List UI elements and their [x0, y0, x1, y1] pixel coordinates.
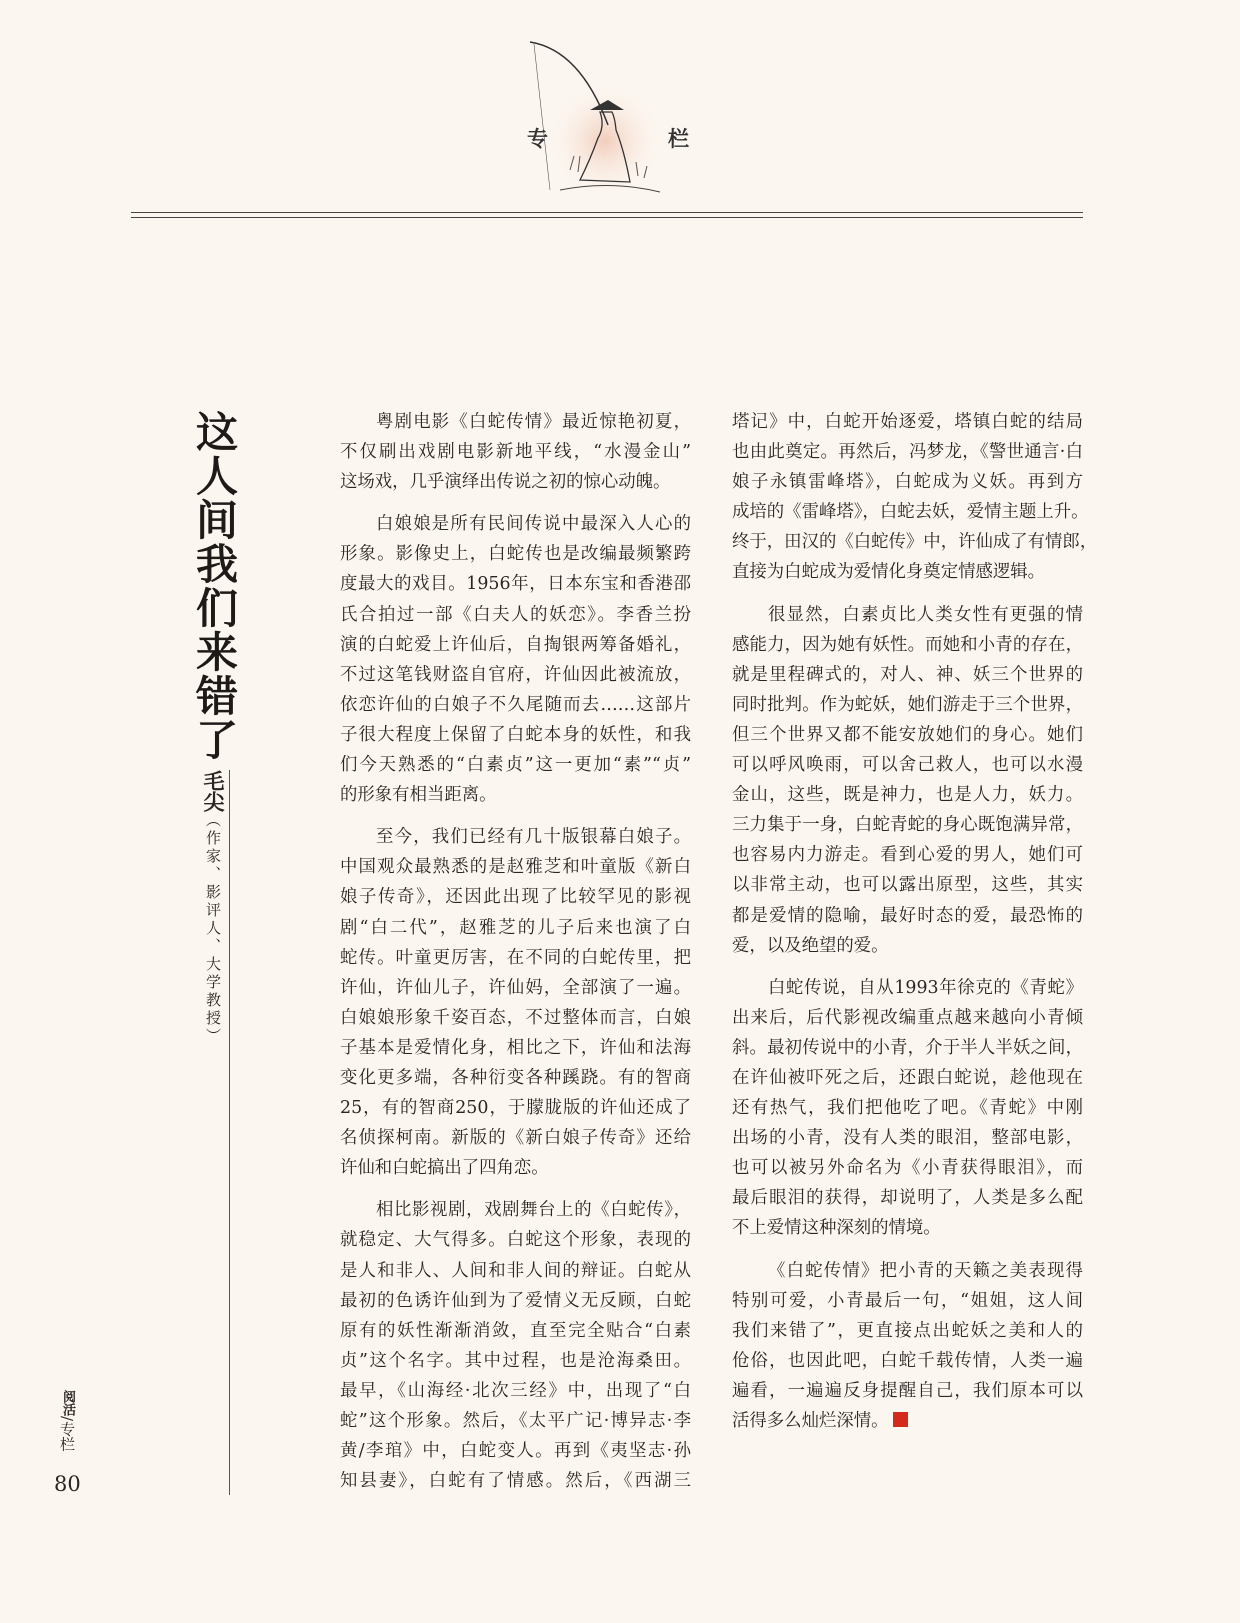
paragraph [732, 407, 1098, 588]
text-line: 白娘娘形象千姿百态，不过整体而言，白娘 [340, 1007, 691, 1028]
text-line: 也容易内力游走。看到心爱的男人，她们可 [732, 845, 1083, 866]
text-line: 演的白蛇爱上许仙后，自掏银两筹备婚礼， [340, 634, 691, 655]
text-line: 遍看，一遍遍反身提醒自己，我们原本可以 [732, 1380, 1083, 1401]
text-line: 氏合拍过一部《白夫人的妖恋》。李香兰扮 [340, 604, 691, 625]
text-line: 最后眼泪的获得，却说明了，人类是多么配 [732, 1188, 1083, 1209]
section-name: 专栏 [58, 1421, 76, 1452]
text-line: 也可以被另外命名为《小青获得眼泪》，而 [732, 1158, 1083, 1179]
paragraph [732, 600, 1083, 961]
text-line: 出来后，后代影视改编重点越来越向小青倾 [732, 1007, 1083, 1028]
paragraph [340, 407, 691, 497]
page-number: 80 [54, 1472, 81, 1496]
text-line: 在许仙被吓死之后，还跟白蛇说，趁他现在 [732, 1067, 1083, 1088]
text-line: 子很大程度上保留了白蛇本身的妖性，和我 [340, 724, 691, 745]
text-line: 很显然，白素贞比人类女性有更强的情 [768, 604, 1083, 625]
text-line: 终于，田汉的《白蛇传》中，许仙成了有情郎， [732, 532, 1098, 553]
text-line: 娘子永镇雷峰塔》，白蛇成为义妖。再到方 [732, 472, 1083, 493]
column-label-right: 栏 [668, 126, 689, 151]
text-line: 黄/李琯》中，白蛇变人。再到《夷坚志·孙 [340, 1441, 691, 1462]
text-line: 斜。最初传说中的小青，介于半人半妖之间， [732, 1037, 1083, 1058]
text-line: 也由此奠定。再然后，冯梦龙，《警世通言·白 [732, 442, 1083, 463]
text-line: 白蛇传说，自从1993年徐克的《青蛇》 [768, 977, 1083, 998]
text-line: 爱，以及绝望的爱。 [732, 935, 889, 956]
text-line: 都是爱情的隐喻，最好时态的爱，最恐怖的 [732, 905, 1083, 926]
text-line: 这场戏，几乎演绎出传说之初的惊心动魄。 [340, 472, 671, 493]
paragraph [340, 1195, 691, 1496]
paragraph [340, 509, 691, 810]
text-line: 活得多么灿烂深情。 [732, 1406, 1083, 1436]
text-line: 出场的小青，没有人类的眼泪，整部电影， [732, 1128, 1083, 1149]
text-line: 子基本是爱情化身，相比之下，许仙和法海 [340, 1037, 691, 1058]
text-line: 中国观众最熟悉的是赵雅芝和叶童版《新白 [340, 857, 691, 878]
article-title: 这人间我们来错了 [190, 410, 239, 762]
footer-section-tag [57, 1390, 78, 1451]
header-rule-bottom [131, 217, 1083, 218]
footer-separator: / [58, 1416, 76, 1422]
column-label-left: 专 [527, 126, 548, 151]
text-line: 最早，《山海经·北次三经》中，出现了“白 [340, 1380, 691, 1401]
text-line: 原有的妖性渐渐消敛，直至完全贴合“白素 [340, 1320, 691, 1341]
text-line: 就是里程碑式的，对人、神、妖三个世界的 [732, 664, 1083, 685]
text-line: 同时批判。作为蛇妖，她们游走于三个世界， [732, 694, 1083, 715]
text-column-left [340, 407, 691, 1508]
text-line: 贞”这个名字。其中过程，也是沧海桑田。 [340, 1350, 691, 1371]
text-line: 蛇传。叶童更厉害，在不同的白蛇传里，把 [340, 947, 691, 968]
text-line: 就稳定、大气得多。白蛇这个形象，表现的 [340, 1230, 691, 1251]
text-line: 许仙，许仙儿子，许仙妈，全部演了一遍。 [340, 977, 691, 998]
text-line: 最初的色诱许仙到为了爱情义无反顾，白蛇 [340, 1290, 691, 1311]
text-line: 三力集于一身，白蛇青蛇的身心既饱满异常， [732, 815, 1083, 836]
author-note: （作家、影评人、大学教授） [204, 812, 222, 1046]
text-line: 《白蛇传情》把小青的天籁之美表现得 [768, 1260, 1083, 1281]
paragraph [732, 1256, 1083, 1437]
text-line: 们今天熟悉的“白素贞”这一更加“素”“贞” [340, 755, 691, 776]
text-line: 许仙和白蛇搞出了四角恋。 [340, 1158, 549, 1179]
text-line: 变化更多端，各种衍变各种蹊跷。有的智商 [340, 1067, 691, 1088]
paragraph [732, 973, 1083, 1244]
fisherman-illustration [520, 30, 700, 205]
end-mark-icon [893, 1412, 908, 1427]
text-line: 至今，我们已经有几十版银幕白娘子。 [376, 827, 691, 848]
text-column-right [732, 407, 1098, 1448]
header-rule-top [131, 212, 1083, 213]
byline [198, 770, 228, 1046]
paragraph [340, 822, 691, 1183]
text-line: 25，有的智商250，于朦胧版的许仙还成了 [340, 1098, 691, 1119]
text-line: 知县妻》，白蛇有了情感。然后，《西湖三 [340, 1471, 691, 1492]
text-line: 成培的《雷峰塔》，白蛇去妖，爱情主题上升。 [732, 502, 1089, 523]
text-line: 娘子传奇》，还因此出现了比较罕见的影视 [340, 887, 691, 908]
text-line: 直接为白蛇成为爱情化身奠定情感逻辑。 [732, 562, 1046, 583]
text-line: 伧俗，也因此吧，白蛇千载传情，人类一遍 [732, 1350, 1083, 1371]
byline-divider [229, 770, 230, 1495]
text-line: 塔记》中，白蛇开始逐爱，塔镇白蛇的结局 [732, 412, 1083, 432]
text-line: 白娘娘是所有民间传说中最深入人心的 [376, 514, 691, 535]
text-line: 是人和非人、人间和非人间的辩证。白蛇从 [340, 1260, 691, 1281]
text-line: 可以呼风唤雨，可以舍己救人，也可以水漫 [732, 755, 1083, 776]
text-line: 但三个世界又都不能安放她们的身心。她们 [732, 724, 1083, 745]
text-line: 形象。影像史上，白蛇传也是改编最频繁跨 [340, 544, 691, 565]
text-line: 名侦探柯南。新版的《新白娘子传奇》还给 [340, 1128, 691, 1149]
text-line: 剧“白二代”，赵雅芝的儿子后来也演了白 [340, 917, 691, 938]
text-line: 金山，这些，既是神力，也是人力，妖力。 [732, 785, 1083, 806]
text-line: 度最大的戏目。1956年，日本东宝和香港邵 [340, 574, 691, 595]
text-line: 还有热气，我们把他吃了吧。《青蛇》中刚 [732, 1098, 1083, 1119]
text-line: 粤剧电影《白蛇传情》最近惊艳初夏， [376, 412, 691, 432]
text-line: 不仅刷出戏剧电影新地平线，“水漫金山” [340, 442, 691, 463]
text-line: 特别可爱，小青最后一句，“姐姐，这人间 [732, 1290, 1083, 1311]
text-line: 以非常主动，也可以露出原型，这些，其实 [732, 875, 1083, 896]
text-line: 依恋许仙的白娘子不久尾随而去……这部片 [340, 694, 691, 715]
text-line: 不过这笔钱财盗自官府，许仙因此被流放， [340, 664, 691, 685]
author-name: 毛尖 [201, 770, 226, 812]
text-line: 蛇”这个形象。然后，《太平广记·博异志·李 [340, 1411, 691, 1431]
text-line: 感能力，因为她有妖性。而她和小青的存在， [732, 634, 1083, 655]
text-line: 相比影视剧，戏剧舞台上的《白蛇传》， [376, 1200, 691, 1221]
text-line: 我们来错了”，更直接点出蛇妖之美和人的 [732, 1320, 1083, 1341]
magazine-name: 阅活 [60, 1390, 75, 1416]
text-line: 的形象有相当距离。 [340, 785, 497, 806]
text-line: 不上爱情这种深刻的情境。 [732, 1218, 941, 1239]
